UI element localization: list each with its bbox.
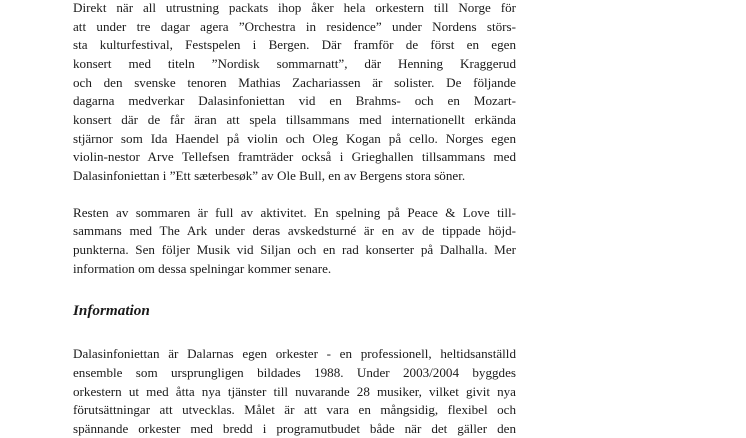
section-spacer: [73, 320, 516, 345]
text-line: violin-nestor Arve Tellefsen framträder också i Grieghallen tillsammans med: [73, 149, 516, 165]
text-line: konsert med titeln ”Nordisk sommarnatt”, där Henning Kraggerud: [73, 55, 516, 71]
text-line: Dalasinfoniettan är Dalarnas egen orkester - en professionell, heltidsanställd: [73, 346, 516, 362]
text-line: stjärnor som Ida Haendel på violin och Oleg Kogan på cello. Norges egen: [73, 130, 516, 146]
paragraph-about-orchestra: [73, 345, 516, 438]
text-line: och den svenske tenoren Mathias Zachariassen är solister. De följande: [73, 74, 516, 90]
text-line: Resten av sommaren är full av aktivitet. En spelning på Peace & Love till-: [73, 204, 516, 220]
document-page: [73, 0, 516, 438]
paragraph-bergen-festival: [73, 0, 516, 186]
text-line: förutsättningar att utvecklas. Målet är att vara en mångsidig, flexibel och: [73, 402, 516, 418]
text-line: orkestern ut med åtta nya tjänster till nuvarande 28 musiker, vilket givit nya: [73, 383, 516, 399]
text-line: information om dessa spelningar kommer senare.: [73, 260, 332, 276]
text-line: Direkt när all utrustning packats ihop åker hela orkestern till Norge för: [73, 0, 516, 15]
text-line: punkterna. Sen följer Musik vid Siljan och en rad konserter på Dalhalla. Mer: [73, 241, 516, 257]
section-spacer: [73, 278, 516, 302]
text-line: spännande orkester med bredd i programutbudet både när det gäller den: [73, 420, 516, 436]
text-line: ensemble som ursprungligen bildades 1988. Under 2003/2004 byggdes: [73, 364, 516, 380]
paragraph-spacer: [73, 186, 516, 204]
section-heading: Information: [73, 302, 150, 320]
text-line: sta kulturfestival, Festspelen i Bergen. Där framför de först en egen: [73, 37, 516, 53]
text-line: sammans med The Ark under deras avskedsturné är en av de tippade höjd-: [73, 223, 516, 239]
text-line: konsert där de får äran att spela tillsammans med internationellt erkända: [73, 111, 516, 127]
text-line: att under tre dagar agera ”Orchestra in residence” under Nordens störs-: [73, 18, 516, 34]
paragraph-summer-activities: [73, 204, 516, 279]
text-line: dagarna medverkar Dalasinfoniettan vid en Brahms- och en Mozart-: [73, 93, 516, 109]
text-line: Dalasinfoniettan i ”Ett sæterbesøk” av Ole Bull, en av Bergens stora söner.: [73, 167, 466, 183]
